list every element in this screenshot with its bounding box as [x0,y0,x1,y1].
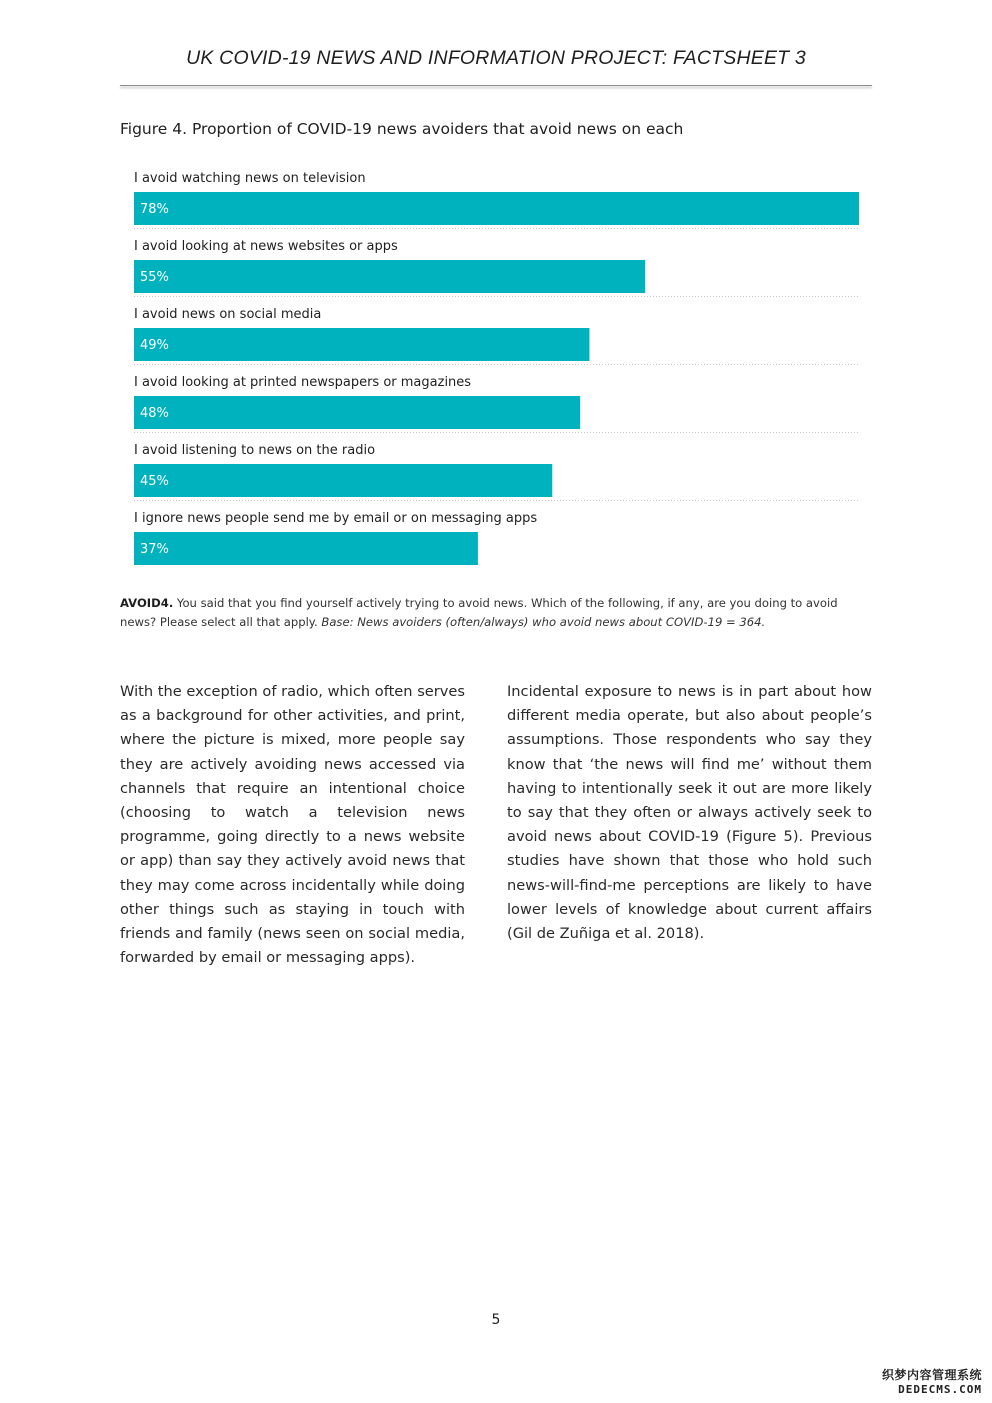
body-text-right: Incidental exposure to news is in part about how different media operate, but also about people’s assumptions. Those respondents who say they know that ‘the news will find me’ without them having to intentionally seek it out are more likely to say that they often or always actively seek to avoid news about COVID-19 (Figure 5). Previous studies have shown that those who hold such news-will-find-me perceptions are likely to have lower levels of knowledge about current affairs (Gil de Zuñiga et al. 2018). [507,683,872,943]
value-label: 45% [140,474,169,489]
bar [134,532,478,565]
bar [134,328,589,361]
value-label: 37% [140,542,169,557]
category-label: I avoid news on social media [134,307,322,322]
bar [134,192,859,225]
bar [134,396,580,429]
value-label: 49% [140,338,169,353]
category-label: I ignore news people send me by email or on messaging apps [134,511,538,526]
body-text-left: With the exception of radio, which often serves as a background for other activities, and print, where the picture is mixed, more people say they are actively avoiding news accessed via channels that require an intentional choice (choosing to watch a television news programme, going directly to a news website or app) than say they actively avoid news that they may come across incidentally while doing other things such as staying in touch with friends and family (news seen on social media, forwarded by email or messaging apps). [120,683,465,967]
value-label: 48% [140,406,169,421]
value-label: 55% [140,270,169,285]
category-label: I avoid looking at news websites or apps [134,239,398,254]
bar [134,260,645,293]
watermark-line2: DEDECMS.COM [898,1383,982,1396]
figure-title: Figure 4. Proportion of COVID-19 news avoiders that avoid news on each [120,120,684,138]
question-text: You said that you find yourself actively trying to avoid news. Which of the following, if any, are you doing to avoid news? Please select all that apply. [120,596,838,629]
watermark [882,1366,982,1396]
bar [134,464,552,497]
category-label: I avoid looking at printed newspapers or magazines [134,375,472,390]
page-number: 5 [491,1312,501,1328]
chart-svg [120,160,872,580]
value-label: 78% [140,202,169,217]
watermark-line1: 织梦内容管理系统 [881,1368,982,1382]
page-header-title: UK COVID-19 NEWS AND INFORMATION PROJECT: FACTSHEET 3 [186,47,806,69]
figure-note [120,594,872,632]
bar-chart [120,160,872,580]
question-code: AVOID4. [120,596,174,610]
category-label: I avoid watching news on television [134,171,366,186]
header-divider [120,85,872,86]
category-label: I avoid listening to news on the radio [134,443,376,458]
base-text: Base: News avoiders (often/always) who avoid news about COVID-19 = 364. [321,615,766,629]
